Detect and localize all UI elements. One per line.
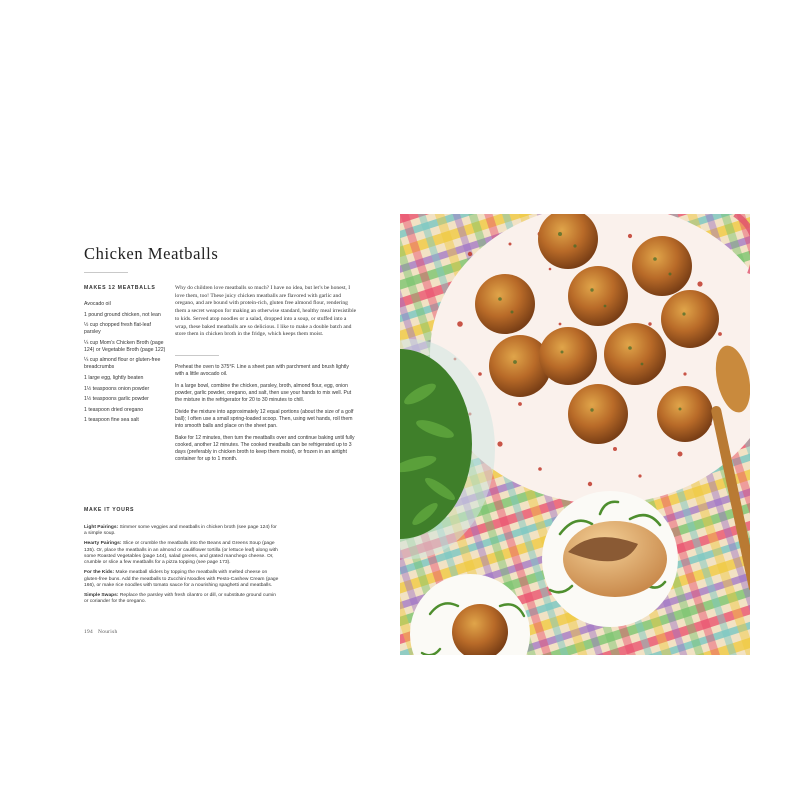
- tip-item: [84, 541, 280, 567]
- tip-text: Replace the parsley with fresh cilantro or dill, or substitute ground cumin or coriander for the oregano.: [84, 592, 276, 605]
- ingredient-item: ¼ cup Mom’s Chicken Broth (page 124) or Vegetable Broth (page 122): [84, 339, 166, 353]
- ingredient-item: ½ cup chopped fresh flat-leaf parsley: [84, 322, 151, 336]
- tip-text: Make meatball sliders by topping the meatballs with melted cheese on gluten-free buns. Add the meatballs to Zucchini Noodles with Pesto-Cashew Cream (page 166), or make rice noodles with tomato sauce for a nourishing spaghetti and meatballs.: [84, 570, 279, 589]
- tip-label: Hearty Pairings:: [84, 541, 122, 547]
- tip-label: For the Kids:: [84, 570, 115, 576]
- photo-illustration: [400, 214, 750, 655]
- tip-text: Slice or crumble the meatballs into the Beans and Greens Soup (page 135). Or, place the meatballs in an almond or cauliflower tortilla (or lettuce leaf) along with some Roasted Vegetables (page 144), salad greens, and grated manchego cheese. Or, crumble or slice a few meatballs for a pizza topping (see page 173).: [84, 541, 278, 566]
- recipe-yield: MAKES 12 MEATBALLS: [84, 285, 156, 291]
- page-number: 194: [84, 629, 93, 635]
- method-step: Divide the mixture into approximately 12 equal portions (about the size of a golf ball); I often use a small spring-loaded scoop. Then, using wet hands, roll them into smooth balls and place on the sheet pan.: [175, 409, 354, 430]
- slider-plate: [542, 491, 678, 627]
- ingredient-item: ¼ cup almond flour or gluten-free breadcrumbs: [84, 357, 161, 371]
- method-step: In a large bowl, combine the chicken, parsley, broth, almond flour, egg, onion powder, garlic powder, oregano, and salt, then use your hands to mix well. Put the mixture in the refrigerator for 20 to 30 minutes to chill.: [175, 382, 352, 404]
- ingredient-item: 1 pound ground chicken, not lean: [84, 311, 161, 318]
- meatballs-photo: [400, 214, 750, 655]
- tip-item: [84, 525, 280, 538]
- ingredient-item: 1 teaspoon fine sea salt: [84, 417, 139, 424]
- ingredient-item: 1 teaspoon dried oregano: [84, 406, 144, 413]
- ingredient-item: Avocado oil: [84, 301, 111, 307]
- page-footer: [84, 629, 117, 635]
- tip-item: [84, 570, 280, 589]
- make-it-yours-tips: [84, 525, 280, 609]
- method-step: Preheat the oven to 375°F. Line a sheet pan with parchment and brush lightly with a little avocado oil.: [175, 364, 349, 378]
- tip-item: [84, 593, 280, 606]
- method-steps: [175, 364, 357, 468]
- tip-text: Simmer some veggies and meatballs in chicken broth (see page 124) for a simple soup.: [84, 525, 277, 537]
- method-step: Bake for 12 minutes, then turn the meatballs over and continue baking until fully cooked, another 12 minutes. The cooked meatballs can be refrigerated up to 3 days (preferably in chicken broth to keep them moist), or frozen in an airtight container for up to 1 month.: [175, 435, 355, 463]
- tip-label: Simple Swaps:: [84, 592, 119, 598]
- ingredient-item: 1½ teaspoons onion powder: [84, 385, 150, 392]
- tip-label: Light Pairings:: [84, 525, 119, 530]
- ingredient-list: [84, 301, 166, 428]
- intro-divider: [175, 355, 219, 356]
- recipe-title: Chicken Meatballs: [84, 244, 219, 263]
- ingredient-item: 1½ teaspoons garlic powder: [84, 396, 149, 403]
- make-it-yours-heading: MAKE IT YOURS: [84, 507, 135, 513]
- section-name: Nourish: [98, 629, 118, 635]
- title-divider: [84, 272, 128, 273]
- recipe-intro: Why do children love meatballs so much? I have no idea, but let’s be honest, I love them, too! These juicy chicken meatballs are flavored with garlic and oregano, and are bound with protein-rich, gluten free almond flour, rendering them a secret weapon for making an otherwise standard, healthy meal irresistible to kids. Served atop noodles or a salad, dropped into a soup, or stuffed into a wrap, these baked meatballs are so delicious. I like to make a double batch and store them in chicken broth in the fridge, which keeps them moist.: [175, 285, 357, 338]
- ingredient-item: 1 large egg, lightly beaten: [84, 374, 144, 381]
